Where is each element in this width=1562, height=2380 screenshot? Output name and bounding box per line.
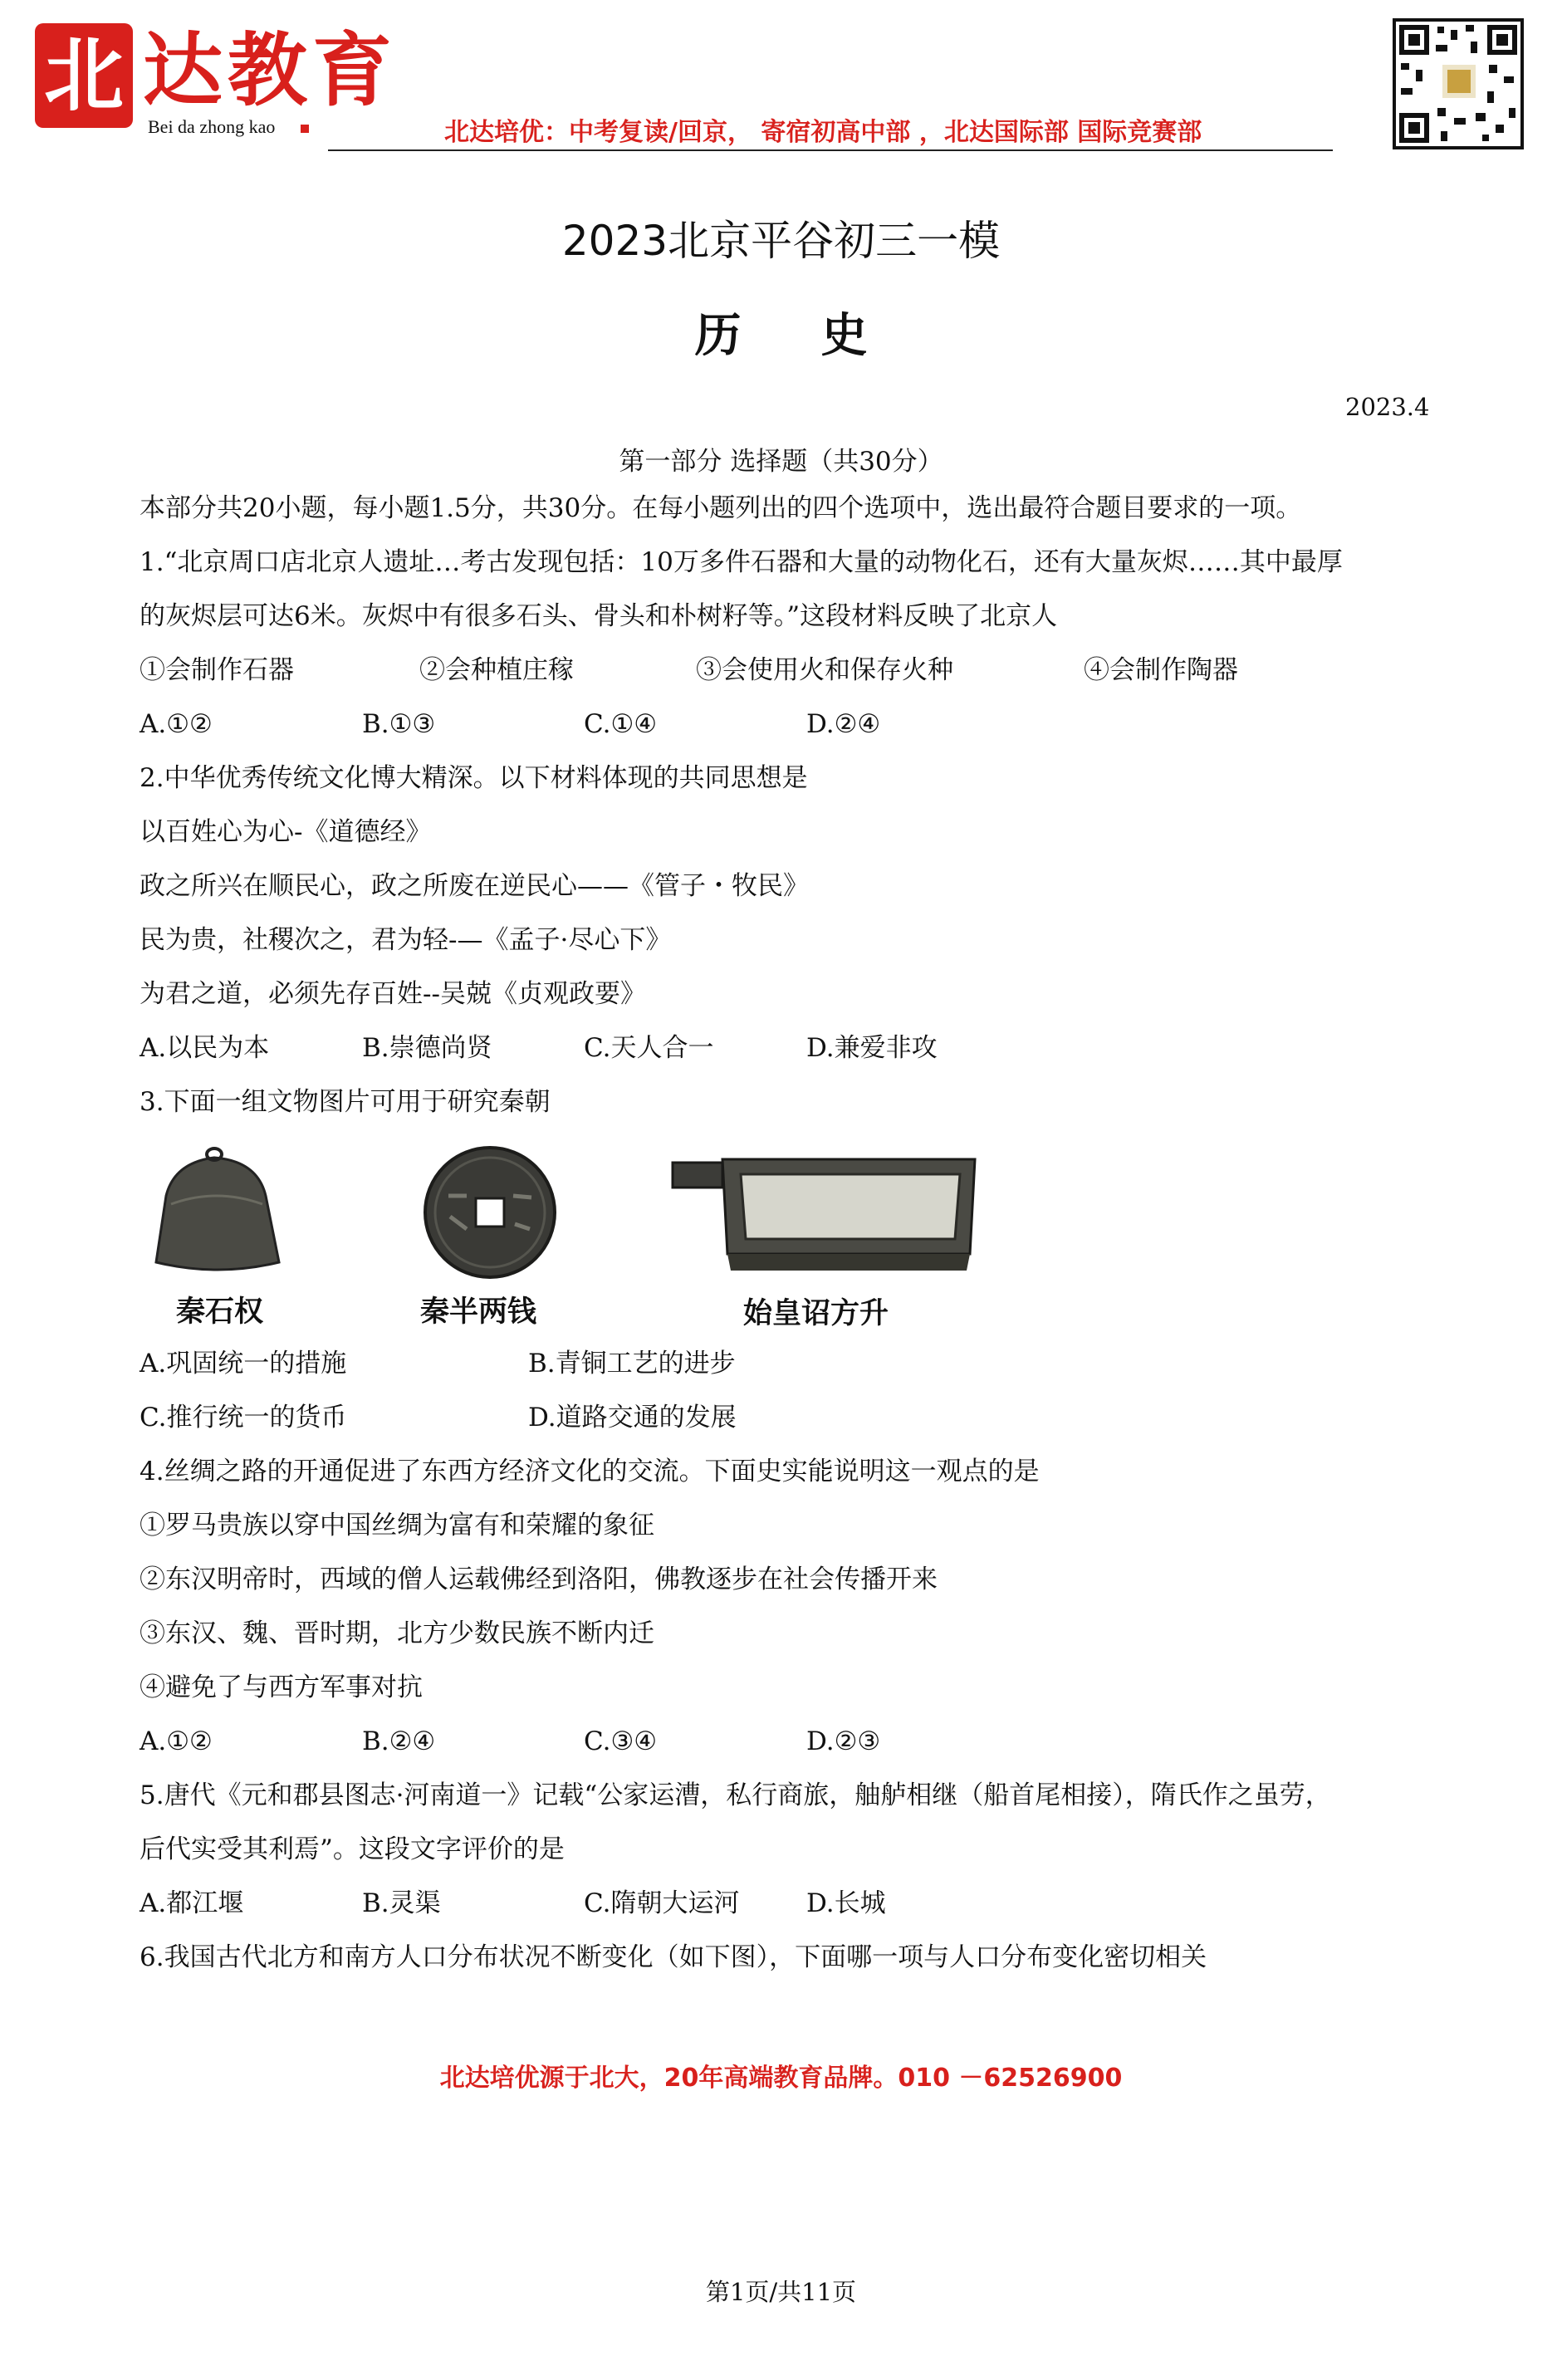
- q1-item: ③会使用火和保存火种: [696, 655, 953, 685]
- exam-date: 2023.4: [1345, 393, 1430, 421]
- q4-item: ②东汉明帝时，西域的僧人运载佛经到洛阳，佛教逐步在社会传播开来: [140, 1565, 938, 1594]
- q5-stem-line1: 5.唐代《元和郡县图志·河南道一》记载“公家运漕，私行商旅，舳舻相继（船首尾相接），隋氏作之虽劳，: [140, 1780, 1331, 1810]
- q5-stem-line2: 后代实受其利焉”。这段文字评价的是: [140, 1834, 565, 1864]
- logo-dot: [301, 125, 309, 133]
- q1-item: ④会制作陶器: [1084, 655, 1238, 685]
- q3-option-a[interactable]: A.巩固统一的措施: [140, 1349, 347, 1379]
- q2-option-d[interactable]: D.兼爱非攻: [806, 1033, 938, 1063]
- section-heading: 第一部分 选择题（共30分）: [619, 447, 943, 477]
- q4-item: ①罗马贵族以穿中国丝绸为富有和荣耀的象征: [140, 1511, 654, 1540]
- header-divider: [328, 149, 1333, 151]
- q1-option-a[interactable]: A.①②: [140, 709, 213, 739]
- shihuang-square-measure-image: [673, 1159, 975, 1271]
- q4-option-a[interactable]: A.①②: [140, 1726, 213, 1756]
- logo-glyph: 北: [44, 28, 124, 122]
- q4-stem: 4.丝绸之路的开通促进了东西方经济文化的交流。下面史实能说明这一观点的是: [140, 1457, 1040, 1486]
- q3-option-b[interactable]: B.青铜工艺的进步: [528, 1349, 736, 1379]
- q3-stem: 3.下面一组文物图片可用于研究秦朝: [140, 1087, 551, 1117]
- q3-option-d[interactable]: D.道路交通的发展: [528, 1403, 737, 1432]
- q2-option-c[interactable]: C.天人合一: [584, 1033, 714, 1063]
- logo-text: 达教育: [143, 23, 397, 117]
- page-number: 第1页/共11页: [705, 2278, 857, 2306]
- q4-item: ④避免了与西方军事对抗: [140, 1672, 423, 1702]
- q1-item: ①会制作石器: [140, 655, 294, 685]
- q2-stem: 2.中华优秀传统文化博大精深。以下材料体现的共同思想是: [140, 763, 808, 793]
- q4-option-d[interactable]: D.②③: [806, 1726, 881, 1756]
- qin-banliang-coin-image: [425, 1148, 555, 1277]
- q2-quote: 政之所兴在顺民心，政之所废在逆民心——《管子・牧民》: [140, 871, 809, 901]
- q2-option-a[interactable]: A.以民为本: [140, 1033, 270, 1063]
- q2-quote: 民为贵，社稷次之，君为轻-—《孟子·尽心下》: [140, 925, 672, 955]
- q3-caption: 始皇诏方升: [743, 1297, 889, 1330]
- q2-quote: 以百姓心为心-《道德经》: [140, 817, 432, 847]
- subject-heading: 历史: [694, 309, 947, 363]
- qin-stone-weight-image: [156, 1148, 279, 1270]
- q1-stem-line1: 1.“北京周口店北京人遗址…考古发现包括：10万多件石器和大量的动物化石，还有大量灰烬……其中最厚: [140, 547, 1343, 577]
- footer-advert: 北达培优源于北大，20年高端教育品牌。010 －62526900: [439, 2064, 1123, 2093]
- section-instructions: 本部分共20小题，每小题1.5分，共30分。在每小题列出的四个选项中，选出最符合题目要求的一项。: [140, 493, 1302, 523]
- q4-option-c[interactable]: C.③④: [584, 1726, 658, 1756]
- q1-option-d[interactable]: D.②④: [806, 709, 881, 739]
- q1-item: ②会种植庄稼: [419, 655, 574, 685]
- q3-caption: 秦半两钱: [420, 1295, 537, 1329]
- q2-option-b[interactable]: B.崇德尚贤: [362, 1033, 492, 1063]
- q1-stem-line2: 的灰烬层可达6米。灰烬中有很多石头、骨头和朴树籽等。”这段材料反映了北京人: [140, 601, 1058, 631]
- qr-code-icon: [1393, 18, 1524, 149]
- q3-caption: 秦石权: [176, 1295, 264, 1329]
- q1-option-c[interactable]: C.①④: [584, 709, 658, 739]
- q5-option-a[interactable]: A.都江堰: [140, 1888, 244, 1918]
- q2-quote: 为君之道，必须先存百姓--吴兢《贞观政要》: [140, 979, 646, 1009]
- exam-title: 2023北京平谷初三一模: [561, 217, 1001, 265]
- q3-option-c[interactable]: C.推行统一的货币: [140, 1403, 347, 1432]
- q1-option-b[interactable]: B.①③: [362, 709, 436, 739]
- q5-option-d[interactable]: D.长城: [806, 1888, 886, 1918]
- q5-option-c[interactable]: C.隋朝大运河: [584, 1888, 740, 1918]
- promo-banner: 北达培优：中考复读/回京， 寄宿初高中部 ，北达国际部 国际竞赛部: [444, 118, 1202, 147]
- q4-option-b[interactable]: B.②④: [362, 1726, 436, 1756]
- logo-subtitle: Bei da zhong kao: [148, 116, 276, 137]
- q6-stem: 6.我国古代北方和南方人口分布状况不断变化（如下图），下面哪一项与人口分布变化密切相关: [140, 1942, 1207, 1972]
- q5-option-b[interactable]: B.灵渠: [362, 1888, 441, 1918]
- q3-artifact-images: [141, 1138, 988, 1287]
- q4-item: ③东汉、魏、晋时期，北方少数民族不断内迁: [140, 1618, 654, 1648]
